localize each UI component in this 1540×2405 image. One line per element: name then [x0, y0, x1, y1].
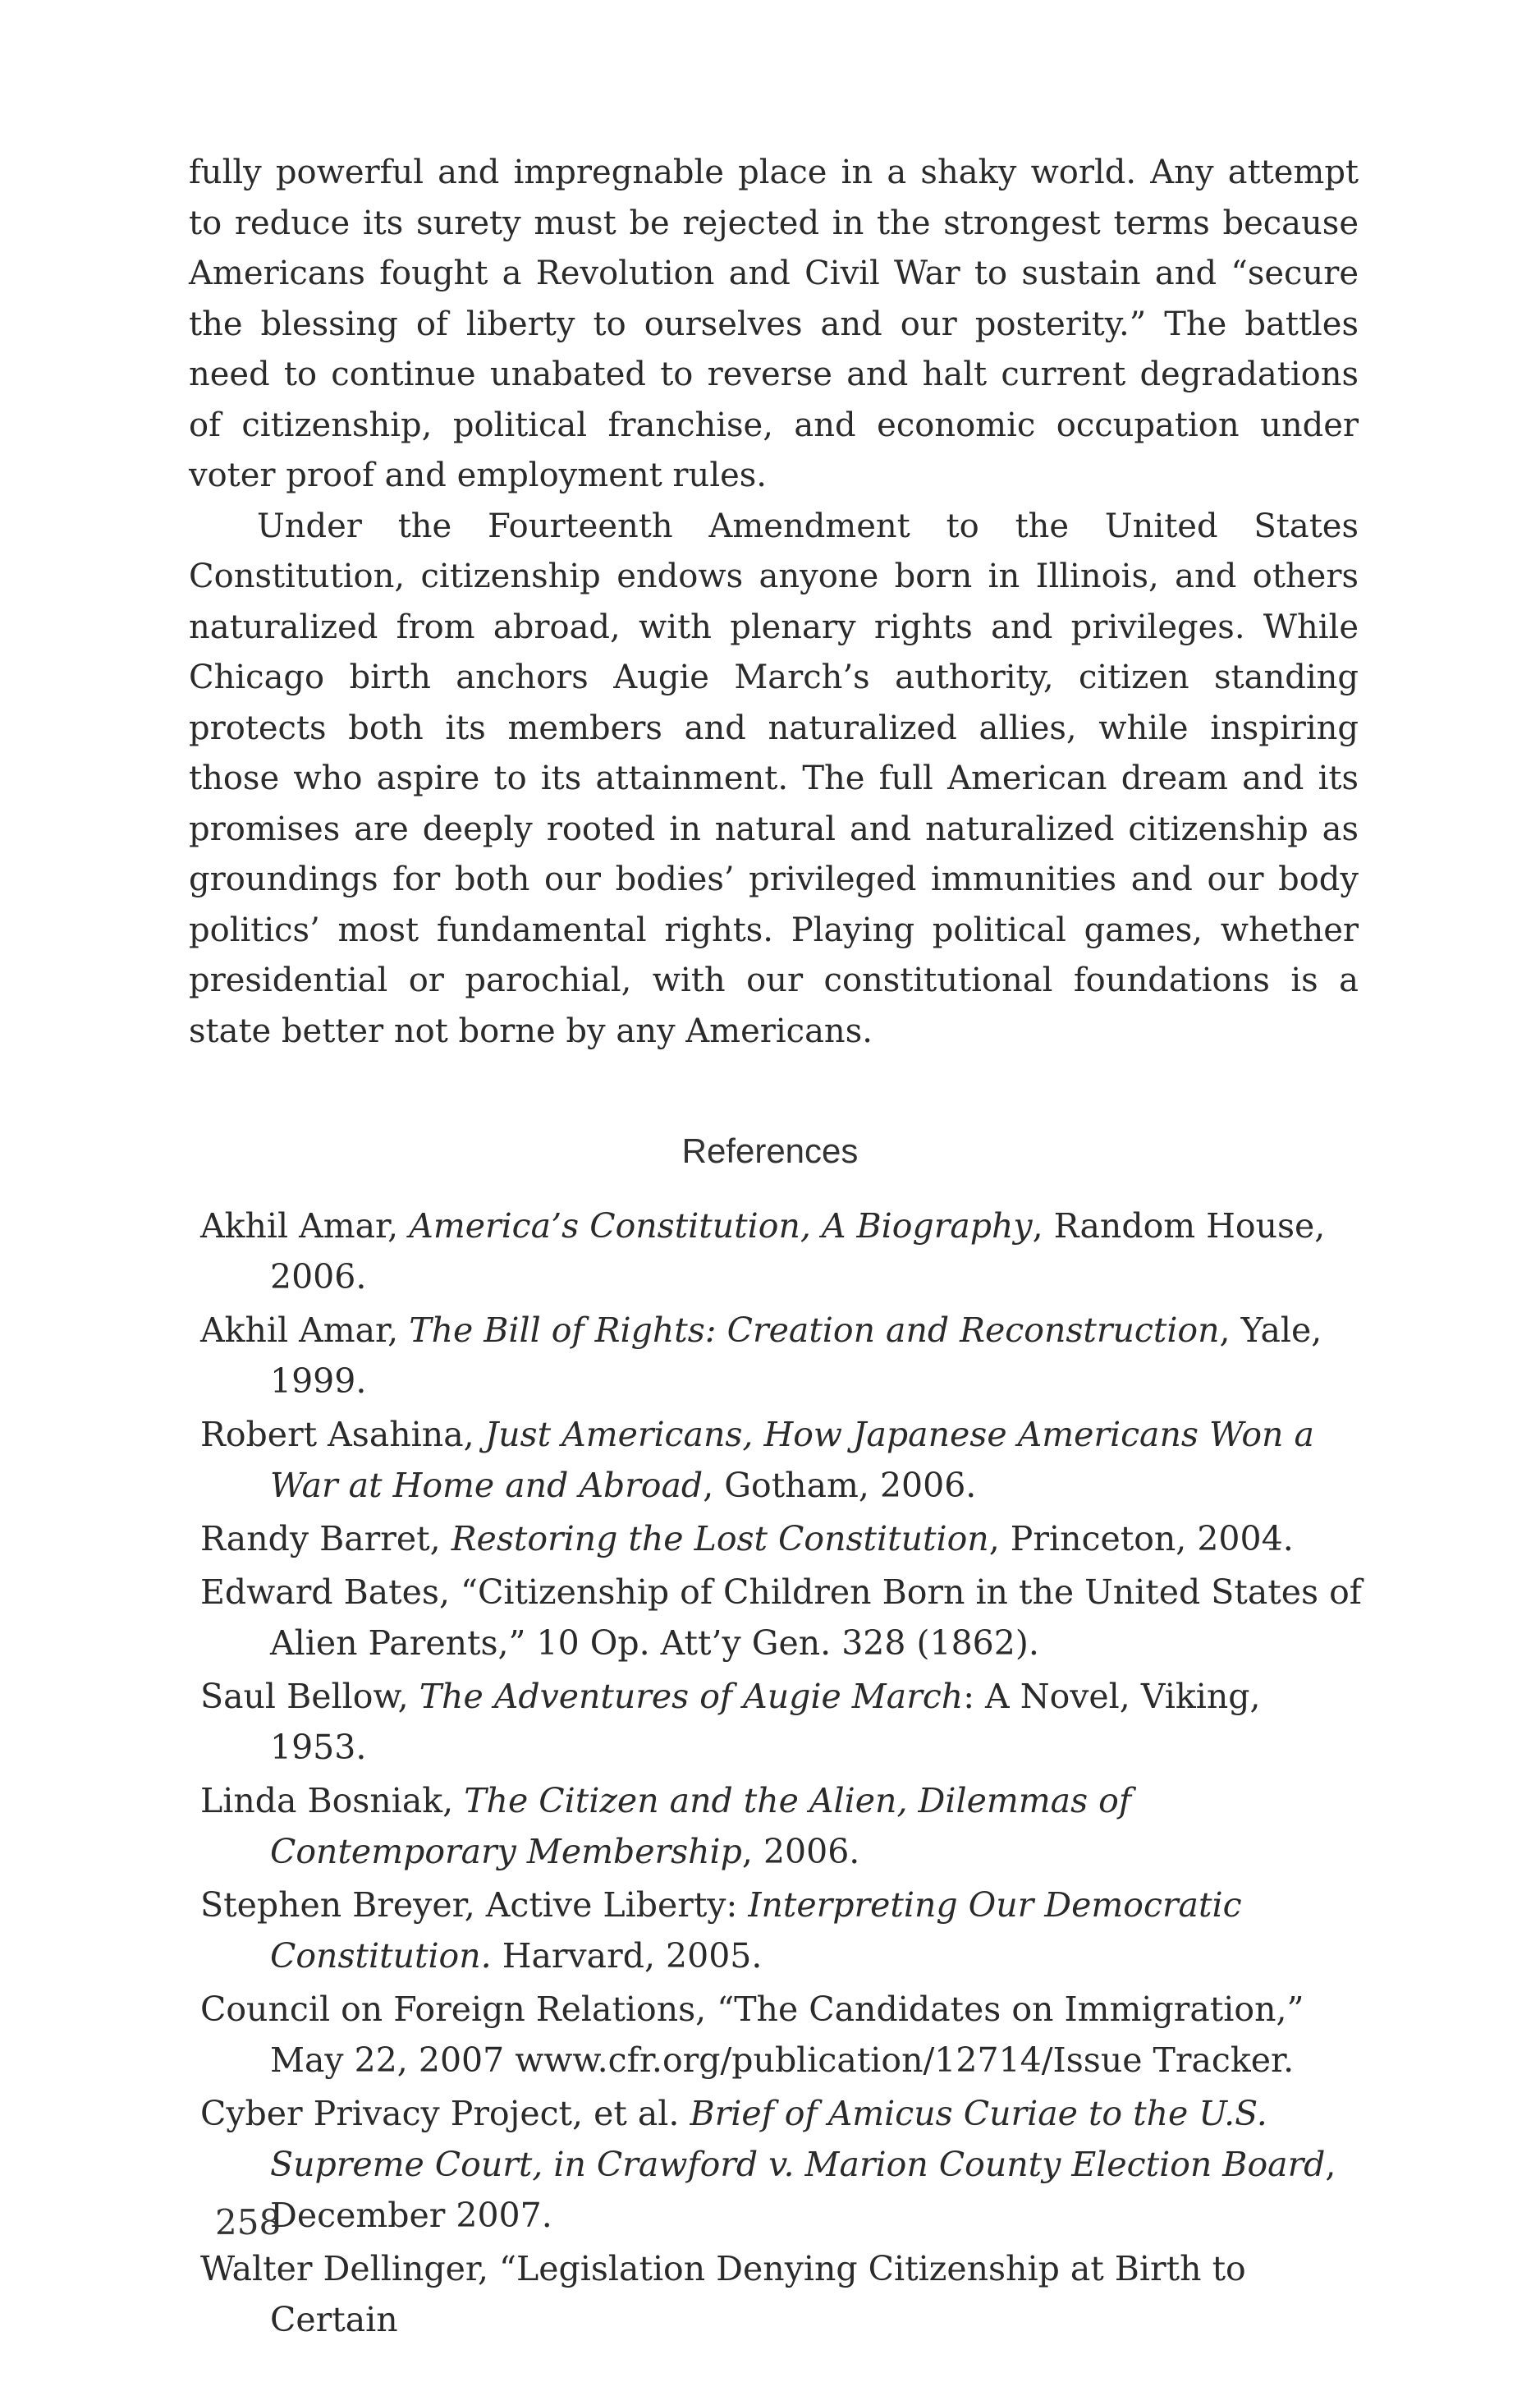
reference-item: [200, 2243, 1366, 2345]
reference-lead: Akhil Amar,: [200, 1310, 410, 1350]
reference-item: [200, 1513, 1366, 1564]
body-paragraph: Under the Fourteenth Amendment to the United States Constitution, citizenship endows anyone born in Illinois, and others naturalized from abroad, with plenary rights and privileges. While Chicago birth anchors Augie March’s authority, citizen standing protects both its members and naturalized allies, while inspiring those who aspire to its attainment. The full American dream and its promises are deeply rooted in natural and naturalized citizenship as groundings for both our bodies’ privileged immunities and our body politics’ most fundamental rights. Playing political games, whether presidential or parochial, with our constitutional foundations is a state better not borne by any Americans.: [189, 507, 1359, 1050]
page-number: 258: [215, 2202, 282, 2242]
reference-item: [200, 1984, 1366, 2086]
reference-item: [200, 1567, 1366, 1668]
reference-item: [200, 1775, 1366, 1877]
references-heading: References: [681, 1131, 859, 1170]
body-text: [189, 148, 1359, 1057]
reference-lead: Edward Bates, “Citizenship of Children Born in the United States of Alien Parents,” 10 Op. Att’y Gen. 328 (1862).: [200, 1572, 1362, 1663]
reference-tail: , 2006.: [741, 1832, 860, 1871]
reference-lead: Cyber Privacy Project, et al.: [200, 2094, 690, 2133]
reference-tail: , Princeton, 2004.: [988, 1519, 1294, 1558]
reference-title: The Citizen and the Alien, Dilemmas of Contemporary Membership: [270, 1781, 1131, 1871]
reference-item: [200, 1879, 1366, 1981]
reference-title: America’s Constitution, A Biography: [409, 1206, 1033, 1246]
reference-item: [200, 1305, 1366, 1407]
reference-tail: Harvard, 2005.: [491, 1936, 763, 1976]
reference-title: Interpreting Our Democratic Constitution.: [270, 1885, 1242, 1976]
reference-lead: Robert Asahina,: [200, 1415, 485, 1454]
reference-tail: , Yale, 1999.: [270, 1310, 1322, 1401]
reference-title: Just Americans, How Japanese Americans Won a War at Home and Abroad: [270, 1415, 1314, 1505]
reference-tail: , December 2007.: [270, 2145, 1336, 2235]
reference-title: Brief of Amicus Curiae to the U.S. Supreme Court, in Crawford v. Marion County Election Board: [270, 2094, 1326, 2184]
reference-item: [200, 1671, 1366, 1773]
reference-item: [200, 1409, 1366, 1511]
reference-lead: Stephen Breyer, Active Liberty:: [200, 1885, 749, 1925]
reference-lead: Walter Dellinger, “Legislation Denying Citizenship at Birth to Certain: [200, 2249, 1246, 2339]
reference-lead: Akhil Amar,: [200, 1206, 410, 1246]
reference-tail: , Gotham, 2006.: [703, 1466, 977, 1505]
reference-tail: , Random House, 2006.: [270, 1206, 1326, 1297]
reference-title: The Adventures of Augie March: [419, 1677, 964, 1716]
reference-lead: Council on Foreign Relations, “The Candidates on Immigration,” May 22, 2007 www.cfr.org/publication/12714/Issue Tracker.: [200, 1990, 1304, 2080]
reference-lead: Randy Barret,: [200, 1519, 451, 1558]
reference-tail: : A Novel, Viking, 1953.: [270, 1677, 1261, 1767]
reference-title: The Bill of Rights: Creation and Reconstruction: [409, 1310, 1220, 1350]
reference-item: [200, 2088, 1366, 2241]
references-list: [200, 1200, 1366, 2348]
body-paragraph: fully powerful and impregnable place in a shaky world. Any attempt to reduce its surety must be rejected in the strongest terms because Americans fought a Revolution and Civil War to sustain and “secure the blessing of liberty to ourselves and our posterity.” The battles need to continue unabated to reverse and halt current degradations of citizenship, political franchise, and economic occupation under voter proof and employment rules.: [189, 154, 1359, 494]
reference-lead: Linda Bosniak,: [200, 1781, 465, 1820]
reference-item: [200, 1200, 1366, 1302]
reference-title: Restoring the Lost Constitution: [451, 1519, 989, 1558]
reference-lead: Saul Bellow,: [200, 1677, 419, 1716]
